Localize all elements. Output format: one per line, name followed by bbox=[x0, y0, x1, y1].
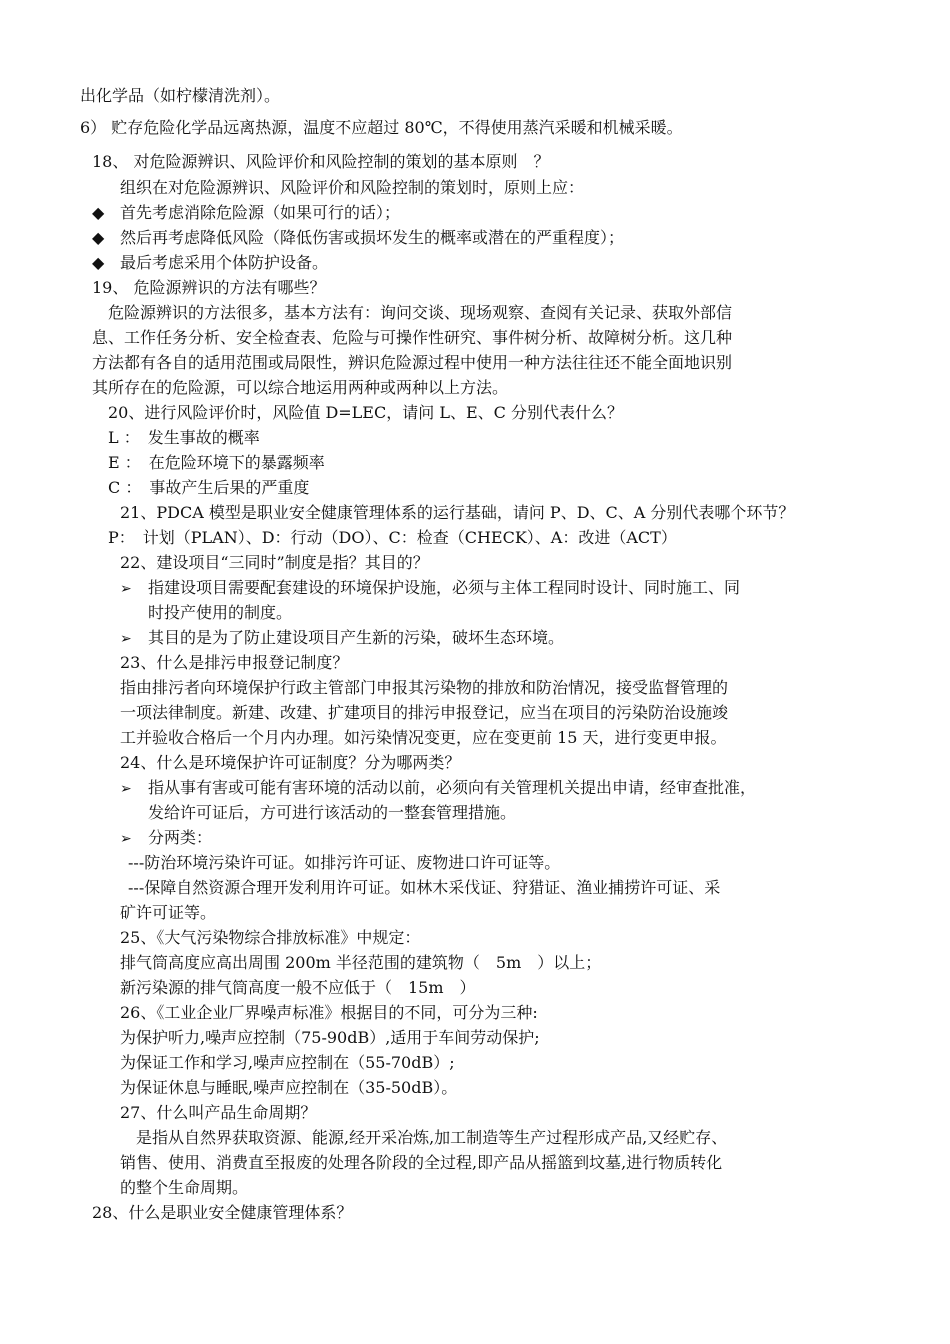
line-text: 危险源辨识的方法很多，基本方法有：询问交谈、现场观察、查阅有关记录、获取外部信 bbox=[92, 303, 733, 322]
line-text: 组织在对危险源辨识、风险评价和风险控制的策划时，原则上应： bbox=[120, 178, 585, 197]
text-line bbox=[120, 1001, 538, 1025]
line-text: 26、《工业企业厂界噪声标准》根据目的不同，可分为三种: bbox=[120, 1003, 538, 1022]
line-text: 销售、使用、消费直至报废的处理各阶段的全过程,即产品从摇篮到坟墓,进行物质转化 bbox=[120, 1153, 723, 1172]
text-line bbox=[120, 976, 476, 1000]
text-line bbox=[120, 1101, 316, 1125]
bullet-line bbox=[120, 826, 212, 851]
line-text: 指从事有害或可能有害环境的活动以前，必须向有关管理机关提出申请，经审查批准， bbox=[148, 778, 757, 797]
text-line bbox=[120, 651, 348, 675]
text-line bbox=[120, 951, 601, 975]
line-text: 指建设项目需要配套建设的环境保护设施，必须与主体工程同时设计、同时施工、同 bbox=[148, 578, 741, 597]
text-line bbox=[80, 116, 683, 140]
line-text: 工并验收合格后一个月内办理。如污染情况变更，应在变更前 15 天，进行变更申报。 bbox=[120, 728, 727, 747]
text-line bbox=[120, 1026, 540, 1050]
text-line bbox=[120, 751, 460, 775]
line-text: ---保障自然资源合理开发利用许可证。如林木采伐证、狩猎证、渔业捕捞许可证、采 bbox=[128, 878, 721, 897]
line-text: 时投产使用的制度。 bbox=[148, 603, 293, 622]
line-text: 最后考虑采用个体防护设备。 bbox=[120, 253, 329, 272]
text-line bbox=[92, 301, 732, 325]
line-text: 方法都有各自的适用范围或局限性，辨识危险源过程中使用一种方法往往还不能全面地识别 bbox=[92, 353, 733, 372]
line-text: 矿许可证等。 bbox=[120, 903, 217, 922]
line-text: 20、进行风险评价时，风险值 D=LEC，请问 L、E、C 分别代表什么？ bbox=[108, 403, 623, 422]
text-line bbox=[120, 1176, 248, 1200]
text-line bbox=[92, 351, 732, 375]
bullet-line bbox=[92, 251, 328, 275]
text-line bbox=[108, 451, 325, 475]
line-text: 发给许可证后，方可进行该活动的一整套管理措施。 bbox=[148, 803, 517, 822]
line-text: 其目的是为了防止建设项目产生新的污染，破坏生态环境。 bbox=[148, 628, 565, 647]
line-text: 出化学品（如柠檬清洗剂）。 bbox=[80, 86, 281, 105]
line-text: 24、什么是环境保护许可证制度？分为哪两类？ bbox=[120, 753, 461, 772]
text-line bbox=[92, 326, 732, 350]
text-line bbox=[108, 526, 677, 550]
text-line bbox=[120, 501, 794, 525]
bullet-line bbox=[92, 201, 400, 225]
text-line bbox=[92, 1201, 352, 1225]
text-line bbox=[120, 1076, 457, 1100]
line-text: ---防治环境污染许可证。如排污许可证、废物进口许可证等。 bbox=[128, 853, 561, 872]
line-text: 一项法律制度。新建、改建、扩建项目的排污申报登记，应当在项目的污染防治设施竣 bbox=[120, 703, 729, 722]
line-text: 分两类： bbox=[148, 828, 213, 847]
line-text: 是指从自然界获取资源、能源,经开采冶炼,加工制造等生产过程形成产品,又经贮存、 bbox=[120, 1128, 728, 1147]
line-text: 22、建设项目“三同时”制度是指？其目的？ bbox=[120, 553, 429, 572]
text-line bbox=[108, 401, 623, 425]
line-text: 首先考虑消除危险源（如果可行的话）； bbox=[120, 203, 401, 222]
line-text: L ： 发生事故的概率 bbox=[108, 428, 260, 447]
bullet-line bbox=[120, 626, 564, 651]
text-line bbox=[108, 426, 260, 450]
text-line bbox=[120, 726, 727, 750]
text-line bbox=[120, 926, 420, 950]
line-text: E ： 在危险环境下的暴露频率 bbox=[108, 453, 325, 472]
line-text: 为保证休息与睡眠,噪声应控制在（35-50dB）。 bbox=[120, 1078, 458, 1097]
bullet-line bbox=[92, 226, 624, 250]
line-text: P： 计划（PLAN）、D：行动（DO）、C：检查（CHECK）、A：改进（ACT） bbox=[108, 528, 677, 547]
line-text: C ： 事故产生后果的严重度 bbox=[108, 478, 310, 497]
bullet-line bbox=[120, 776, 756, 801]
text-line bbox=[120, 1151, 722, 1175]
text-line bbox=[120, 676, 728, 700]
line-text: 指由排污者向环境保护行政主管部门申报其污染物的排放和防治情况，接受监督管理的 bbox=[120, 678, 729, 697]
arrow-bullet-icon: ➢ bbox=[120, 781, 132, 797]
diamond-bullet-icon: ◆ bbox=[92, 228, 105, 247]
text-line bbox=[80, 84, 280, 108]
text-line bbox=[108, 476, 309, 500]
line-text: 6） 贮存危险化学品远离热源，温度不应超过 80℃，不得使用蒸汽采暖和机械采暖。 bbox=[80, 118, 683, 137]
diamond-bullet-icon: ◆ bbox=[92, 253, 105, 272]
line-text: 息、工作任务分析、安全检查表、危险与可操作性研究、事件树分析、故障树分析。这几种 bbox=[92, 328, 733, 347]
text-line bbox=[92, 150, 549, 174]
bullet-line bbox=[120, 576, 740, 601]
line-text: 新污染源的排气筒高度一般不应低于（ 15m ） bbox=[120, 978, 476, 997]
line-text: 为保证工作和学习,噪声应控制在（55-70dB）; bbox=[120, 1053, 455, 1072]
arrow-bullet-icon: ➢ bbox=[120, 631, 132, 647]
line-text: 28、什么是职业安全健康管理体系？ bbox=[92, 1203, 353, 1222]
text-line bbox=[128, 876, 720, 900]
text-line bbox=[120, 701, 728, 725]
text-line bbox=[120, 551, 429, 575]
text-line bbox=[120, 1126, 727, 1150]
text-line bbox=[128, 851, 560, 875]
text-line bbox=[92, 276, 325, 300]
text-line bbox=[92, 376, 508, 400]
line-text: 25、《大气污染物综合排放标准》中规定： bbox=[120, 928, 421, 947]
line-text: 排气筒高度应高出周围 200m 半径范围的建筑物（ 5m ）以上； bbox=[120, 953, 602, 972]
line-text: 23、什么是排污申报登记制度？ bbox=[120, 653, 349, 672]
diamond-bullet-icon: ◆ bbox=[92, 203, 105, 222]
text-line bbox=[120, 1051, 455, 1075]
text-line bbox=[148, 801, 516, 825]
line-text: 为保护听力,噪声应控制（75-90dB）,适用于车间劳动保护; bbox=[120, 1028, 540, 1047]
line-text: 的整个生命周期。 bbox=[120, 1178, 249, 1197]
arrow-bullet-icon: ➢ bbox=[120, 831, 132, 847]
line-text: 其所存在的危险源，可以综合地运用两种或两种以上方法。 bbox=[92, 378, 509, 397]
line-text: 27、什么叫产品生命周期？ bbox=[120, 1103, 317, 1122]
text-line bbox=[120, 176, 584, 200]
line-text: 21、PDCA 模型是职业安全健康管理体系的运行基础，请问 P、D、C、A 分别代表哪个环节？ bbox=[120, 503, 795, 522]
line-text: 然后再考虑降低风险（降低伤害或损坏发生的概率或潜在的严重程度）； bbox=[120, 228, 625, 247]
text-line bbox=[120, 901, 216, 925]
line-text: 19、 危险源辨识的方法有哪些？ bbox=[92, 278, 326, 297]
text-line bbox=[148, 601, 292, 625]
line-text: 18、 对危险源辨识、风险评价和风险控制的策划的基本原则 ？ bbox=[92, 152, 550, 171]
arrow-bullet-icon: ➢ bbox=[120, 581, 132, 597]
